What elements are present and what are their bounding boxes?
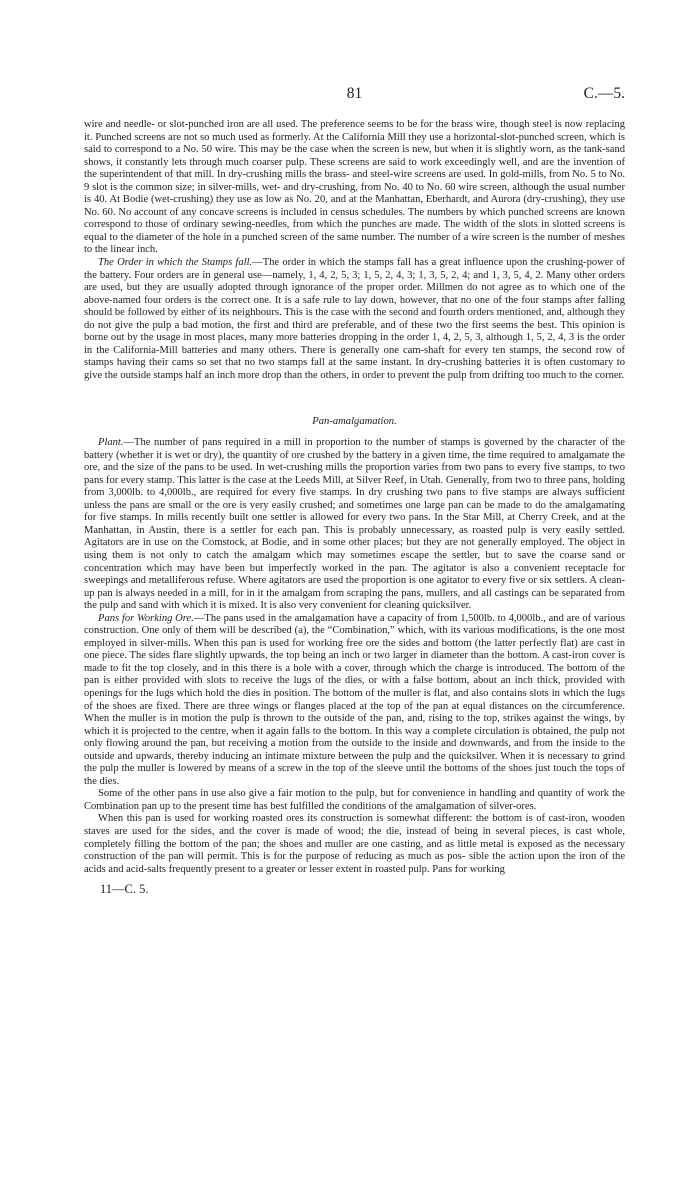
paragraph-lead: Pans for Working Ore. (98, 612, 194, 624)
paragraph-text: wire and needle- or slot-punched iron are all used. The preference seems to be for the brass wire, though steel is now replacing it. Punched screens are not so much used as formerly. At the California Mill they use a horizontal-slot-punched screen, which is said to correspond to a No. 50 wire. This may be the case when the screen is new, but when it is slightly worn, as the tank-sand shows, it constantly lets through much coarser pulp. These screens are said to work exceedingly well, and are the invention of the superintendent of that mill. In dry-crushing mills the brass- and steel-wire screens are used. In gold-mills, from No. 5 to No. 9 slot is the common size; in silver-mills, wet- and dry-crushing, from No. 40 to No. 60 wire screen, although the usual number is 40. At Bodie (wet-crushing) they use as low as No. 20, and at the Manhattan, Eberhardt, and Aurora (dry-crushing), they use No. 60. No account of any concave screens is included in census schedules. The numbers by which punched screens are known correspond to those of ordinary sewing-needles, from which the punches are made. The width of the slots in slotted screens is equal to the diameter of the hole in a punched screen of the same number. The number of a wire screen is the number of meshes to the linear inch. (84, 119, 625, 256)
page-reference: C.—5. (583, 85, 625, 102)
paragraph-other-pans (84, 788, 625, 813)
paragraph-text: —The order in which the stamps fall has a great influence upon the crushing-power of the battery. Four orders are in general use—namely, 1, 4, 2, 5, 3; 1, 5, 2, 4, 3; 1, 3, 5, 2, 4; and 1, 3, 5, 4, 2. Many other orders are used, but they are usually adopted through ignorance of the proper order. Millmen do not agree as to which one of the above-named four orders is the correct one. It is a safe rule to lay down, however, that no one of the four stamps after falling should be followed by either of its neighbours. This is the case with the second and fourth orders mentioned, and, although they do not give the pulp a bad motion, the first and third are preferable, and of these two the first seems the best. This opinion is borne out by the usage in most places, many more batteries dropping in the order 1, 4, 2, 5, 3, although 1, 5, 2, 4, 3 is the order in the California-Mill batteries and many others. There is generally one cam-shaft for every ten stamps, the second row of stamps having their cams so set that no two stamps fall at the same instant. In dry-crushing batteries it is often customary to give the outside stamps half an inch more drop than the others, in order to prevent the pulp from drifting too much to the corner. (84, 257, 625, 381)
paragraph-lead: The Order in which the Stamps fall. (98, 257, 253, 269)
page-number: 81 (346, 85, 363, 102)
paragraph-pans (84, 613, 625, 789)
paragraph-lead: Plant. (98, 437, 124, 449)
paragraph-text: —The number of pans required in a mill in proportion to the number of stamps is governed by the character of the battery (whether it is wet or dry), the quantity of ore crushed by the battery in a given time, the time required to amalgamate the ore, and the size of the pans to be used. In wet-crushing mills the proportion varies from two pans to every five stamps, to two pans for every stamp. This latter is the case at the Leeds Mill, at Silver Reef, in Utah. Generally, from two to three pans, holding from 3,000lb. to 4,000lb., are required for every five stamps. In dry crushing two pans to five stamps are always sufficient unless the pans are small or the ore is very easily crushed; and sometimes one large pan can be made to do the amalgamating for five stamps. In mills recently built one settler is allowed for every two pans. In the Star Mill, at Cherry Creek, and at the Manhattan, in Austin, there is a settler for each pan. This is probably unnecessary, as roasted pulp is very easily settled. Agitators are in use on the Comstock, at Bodie, and in some other places; but they are not generally employed. The object in using them is not only to catch the amalgam which may sometimes escape the settler, but to save the coarse sand or concentration which may have been but imperfectly worked in the pan. The agitator is also a convenient receptacle for sweepings and metalliferous refuse. Where agitators are used the proportion is one agitator to every five or six settlers. A clean-up pan is always needed in a mill, for in it the amalgam from scraping the pans, mullers, and all castings can be separated from the pulp and sand with which it is mixed. It is also very convenient for cleaning quicksilver. (84, 437, 625, 612)
paragraph-roasted-ores (84, 813, 625, 876)
body-text (84, 119, 625, 876)
paragraph-plant (84, 437, 625, 613)
paragraph-stamp-order (84, 257, 625, 382)
page-header (84, 85, 625, 119)
paragraph-text: When this pan is used for working roasted ores its construction is somewhat different: the bottom is of cast-iron, wooden staves are used for the sides, and the cover is made of wood; the die, instead of being in several pieces, is cast whole, completely filling the bottom of the pan; the shoes and muller are one casting, and as little metal is exposed as the necessary construction of the pan will permit. This is for the purpose of reducing as much as pos- sible the action upon the iron of the acids and acid-salts frequently present to a greater or lesser extent in roasted pulp. Pans for working (84, 813, 625, 875)
document-page (84, 85, 625, 897)
section-title: Pan-amalgamation. (312, 416, 397, 428)
paragraph-text: —The pans used in the amalgamation have a capacity of from 1,500lb. to 4,000lb., and are of various construction. One only of them will be described (a), the “Combination,” which, with its various modifications, is the one most employed in silver-mills. When this pan is used for working free ore the sides and bottom (the latter perfectly flat) are cast in one piece. The sides flare slightly upwards, the top being an inch or two larger in diameter than the bottom. A cast-iron cover is made to fit the top closely, and in this there is a hole with a cover, through which the charge is introduced. The bottom of the pan is either provided with slots to receive the lugs of the dies, or with a false bottom, about an inch thick, provided with openings for the lugs which hold the dies in position. The bottom of the muller is flat, and also contains slots in which the lugs of the shoes are fixed. There are three wings or flanges placed at the top of the pan at equal distances on the circumference. When the muller is in motion the pulp is thrown to the outside of the pan, and, rising to the top, strikes against the wings, by which it is projected to the centre, when it again falls to the bottom. In this way a complete circulation is obtained, the pulp not only flowing around the pan, but receiving a motion from the outside to the inside and downwards, and from the inside to the outside and upwards, thereby inducing an intimate mixture between the pulp and the quicksilver. When it is necessary to grind the pulp the muller is lowered by means of a screw in the top of the sleeve until the bottoms of the shoes just touch the tops of the dies. (84, 612, 625, 787)
paragraph-screens (84, 119, 625, 257)
paragraph-text: Some of the other pans in use also give a fair motion to the pulp, but for convenience in handling and quantity of work the Combination pan up to the present time has best fulfilled the conditions of the amalgamation of silver-ores. (84, 788, 625, 812)
page-signature: 11—C. 5. (100, 882, 149, 897)
